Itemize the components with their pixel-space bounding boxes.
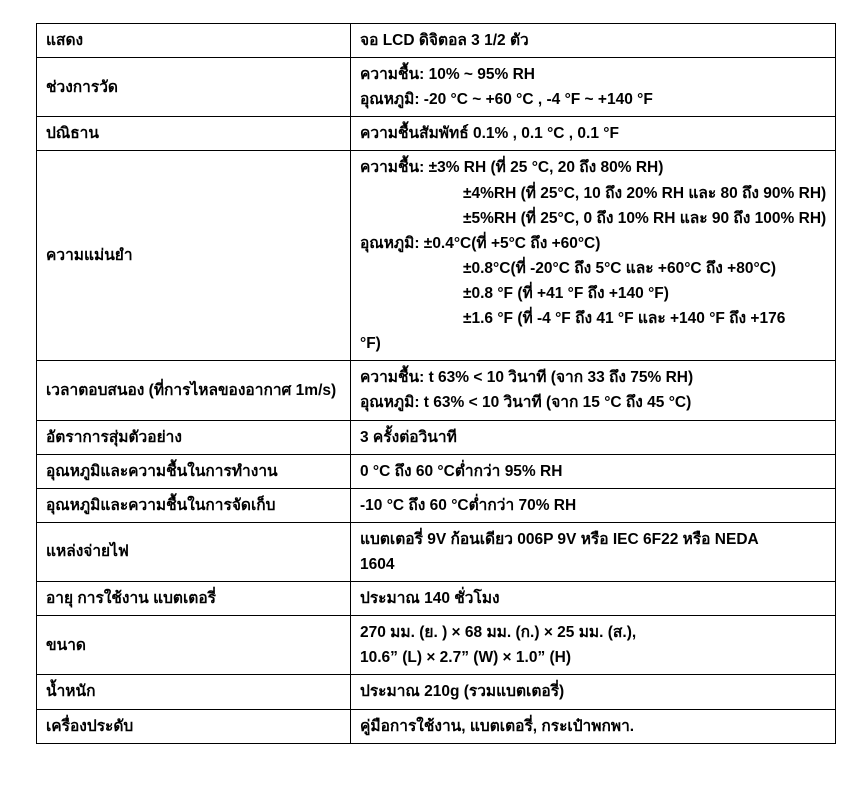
spec-value-line: 0 °C ถึง 60 °Cต่ำกว่า 95% RH: [360, 462, 563, 480]
spec-value-line: ±1.6 °F (ที่ -4 °F ถึง 41 °F และ +140 °F ถึง +176: [463, 310, 786, 328]
spec-label: อุณหภูมิและความชื้นในการจัดเก็บ: [46, 496, 276, 514]
spec-label: อายุ การใช้งาน แบตเตอรี่: [46, 590, 216, 608]
specification-table: [36, 23, 836, 744]
spec-label-cell: [37, 117, 351, 151]
spec-label: อัตราการสุ่มตัวอย่าง: [46, 428, 182, 446]
spec-value-cell: [351, 117, 836, 151]
spec-label-cell: [37, 361, 351, 420]
spec-label: แสดง: [46, 32, 84, 49]
spec-value-line: ความชื้น: t 63% < 10 วินาที (จาก 33 ถึง 75% RH): [360, 369, 694, 387]
spec-value-line: ความชื้นสัมพัทธ์ 0.1% , 0.1 °C , 0.1 °F: [360, 125, 619, 143]
table-row: [37, 151, 836, 361]
spec-value-line: ประมาณ 210g (รวมแบตเตอรี่): [360, 683, 565, 701]
spec-label-cell: [37, 522, 351, 581]
spec-label: แหล่งจ่ายไฟ: [46, 543, 129, 561]
spec-label: เวลาตอบสนอง (ที่การไหลของอากาศ 1m/s): [46, 381, 337, 399]
table-row: [37, 522, 836, 581]
spec-value-line: -10 °C ถึง 60 °Cต่ำกว่า 70% RH: [360, 496, 577, 514]
spec-value-line: °F): [360, 335, 381, 353]
spec-value-line: 10.6” (L) × 2.7” (W) × 1.0” (H): [360, 649, 572, 667]
spec-value-line: 270 มม. (ย. ) × 68 มม. (ก.) × 25 มม. (ส.),: [360, 624, 637, 642]
table-row: [37, 454, 836, 488]
spec-label: ปณิธาน: [46, 125, 99, 143]
spec-value-line: อุณหภูมิ: ±0.4°C(ที่ +5°C ถึง +60°C): [360, 234, 601, 252]
table-row: [37, 582, 836, 616]
spec-value-line: ±0.8 °F (ที่ +41 °F ถึง +140 °F): [463, 284, 669, 302]
spec-value-cell: [351, 58, 836, 117]
spec-value-cell: [351, 488, 836, 522]
table-row: [37, 58, 836, 117]
spec-label: ช่วงการวัด: [46, 78, 118, 96]
spec-label-cell: [37, 709, 351, 743]
spec-label: ขนาด: [46, 636, 86, 654]
spec-value-line: จอ LCD ดิจิตอล 3 1/2 ตัว: [360, 32, 529, 49]
spec-value-cell: [351, 709, 836, 743]
spec-value-cell: [351, 361, 836, 420]
spec-value-line: อุณหภูมิ: -20 °C ~ +60 °C , -4 °F ~ +140 °F: [360, 91, 653, 109]
spec-value-line: ±0.8°C(ที่ -20°C ถึง 5°C และ +60°C ถึง +80°C): [463, 259, 777, 277]
spec-label-cell: [37, 675, 351, 709]
spec-label: อุณหภูมิและความชื้นในการทำงาน: [46, 462, 278, 480]
spec-value-line: 1604: [360, 555, 395, 573]
spec-value-line: คู่มือการใช้งาน, แบตเตอรี่, กระเป๋าพกพา.: [360, 717, 635, 735]
table-row: [37, 616, 836, 675]
table-row: [37, 420, 836, 454]
spec-value-cell: [351, 454, 836, 488]
spec-value-line: แบตเตอรี่ 9V ก้อนเดียว 006P 9V หรือ IEC 6F22 หรือ NEDA: [360, 530, 759, 548]
table-row: [37, 361, 836, 420]
spec-label-cell: [37, 488, 351, 522]
spec-value-line: ±5%RH (ที่ 25°C, 0 ถึง 10% RH และ 90 ถึง 100% RH): [463, 209, 827, 227]
spec-value-cell: [351, 675, 836, 709]
spec-value-line: ความชื้น: 10% ~ 95% RH: [360, 66, 535, 84]
spec-value-line: อุณหภูมิ: t 63% < 10 วินาที (จาก 15 °C ถึง 45 °C): [360, 394, 692, 412]
spec-label-cell: [37, 582, 351, 616]
spec-label-cell: [37, 24, 351, 58]
spec-label: ความแม่นยำ: [46, 247, 133, 265]
spec-value-cell: [351, 24, 836, 58]
table-row: [37, 488, 836, 522]
spec-label-cell: [37, 151, 351, 361]
spec-value-line: 3 ครั้งต่อวินาที: [360, 428, 457, 446]
spec-value-line: ประมาณ 140 ชั่วโมง: [360, 590, 500, 608]
table-row: [37, 117, 836, 151]
spec-value-cell: [351, 616, 836, 675]
spec-label-cell: [37, 58, 351, 117]
spec-label: เครื่องประดับ: [46, 717, 134, 735]
table-row: [37, 709, 836, 743]
spec-value-cell: [351, 420, 836, 454]
table-row: [37, 24, 836, 58]
spec-label-cell: [37, 454, 351, 488]
spec-value-cell: [351, 582, 836, 616]
spec-value-cell: [351, 151, 836, 361]
spec-label-cell: [37, 420, 351, 454]
spec-value-line: ±4%RH (ที่ 25°C, 10 ถึง 20% RH และ 80 ถึง 90% RH): [463, 184, 827, 202]
spec-label: น้ำหนัก: [46, 683, 96, 701]
spec-value-cell: [351, 522, 836, 581]
spec-label-cell: [37, 616, 351, 675]
table-row: [37, 675, 836, 709]
spec-value-line: ความชื้น: ±3% RH (ที่ 25 °C, 20 ถึง 80% RH): [360, 159, 664, 177]
